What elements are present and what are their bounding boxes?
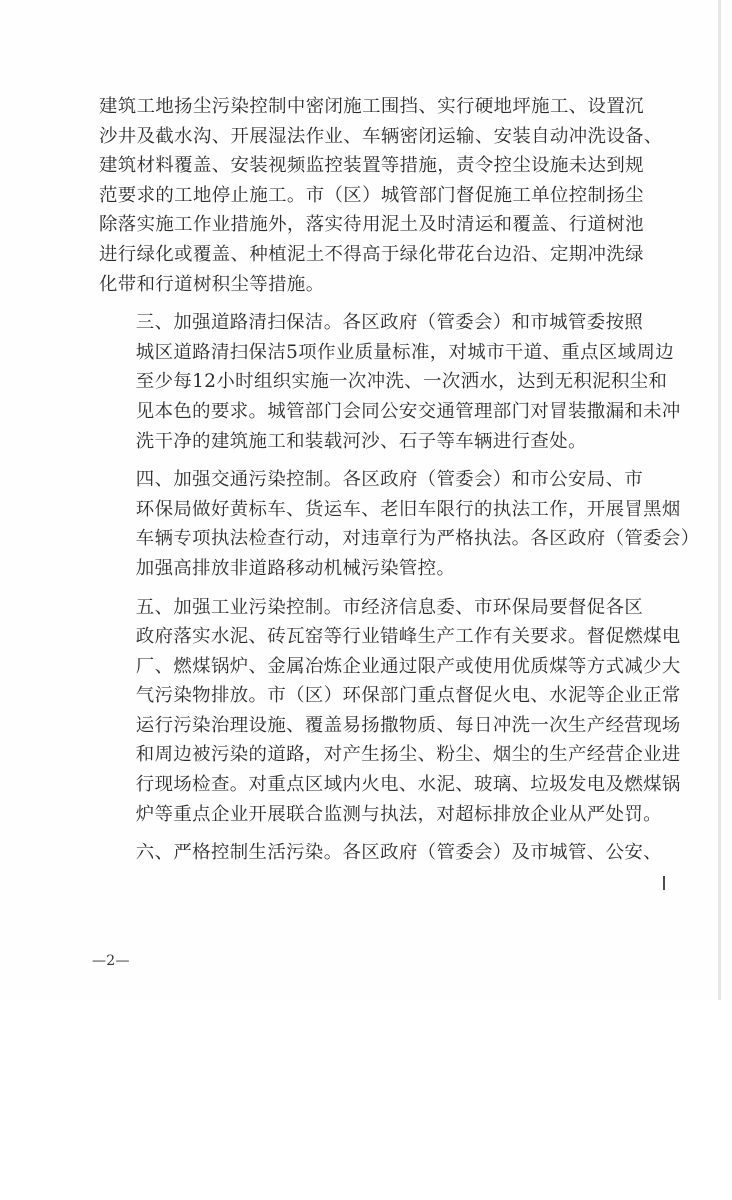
text-line: 城区道路清扫保洁5项作业质量标准，对城市干道、重点区域周边 — [135, 341, 675, 363]
text-line: 加强高排放非道路移动机械污染管控。 — [135, 557, 456, 579]
text-line: 洗干净的建筑施工和装载河沙、石子等车辆进行查处。 — [135, 430, 587, 452]
paragraph-industrial-pollution — [99, 593, 681, 830]
text-line: 沙井及截水沟、开展湿法作业、车辆密闭运输、安装自动冲洗设备、 — [99, 125, 663, 147]
text-line: 环保局做好黄标车、货运车、老旧车限行的执法工作，开展冒黑烟 — [135, 498, 681, 520]
paragraph-domestic-pollution — [99, 838, 665, 868]
page-number: —2— — [92, 953, 130, 969]
text-line: 见本色的要求。城管部门会同公安交通管理部门对冒装撒漏和未冲 — [135, 400, 681, 422]
text-line: 进行绿化或覆盖、种植泥土不得高于绿化带花台边沿、定期冲洗绿 — [99, 243, 644, 265]
text-line: 四、加强交通污染控制。各区政府（管委会）和市公安局、市 — [135, 469, 644, 491]
text-line: 炉等重点企业开展联合监测与执法，对超标排放企业从严处罚。 — [135, 803, 662, 825]
text-line: 车辆专项执法检查行动，对违章行为严格执法。各区政府（管委会） — [135, 528, 700, 550]
scan-mark — [663, 876, 665, 890]
page-edge-shadow — [718, 0, 721, 1000]
text-line: 行现场检查。对重点区域内火电、水泥、玻璃、垃圾发电及燃煤锅 — [135, 774, 681, 796]
text-line: 化带和行道树积尘等措施。 — [99, 273, 325, 295]
paragraph-road-cleaning — [99, 308, 681, 456]
text-line: 和周边被污染的道路，对产生扬尘、粉尘、烟尘的生产经营企业进 — [135, 744, 681, 766]
text-line: 政府落实水泥、砖瓦窑等行业错峰生产工作有关要求。督促燃煤电 — [135, 626, 681, 648]
paragraph-construction-dust-control — [99, 92, 665, 299]
text-line: 建筑材料覆盖、安装视频监控装置等措施，责令控尘设施未达到规 — [99, 155, 644, 177]
text-line: 建筑工地扬尘污染控制中密闭施工围挡、实行硬地坪施工、设置沉 — [99, 96, 644, 117]
paragraph-traffic-pollution — [99, 465, 700, 583]
text-line: 气污染物排放。市（区）环保部门重点督促火电、水泥等企业正常 — [135, 685, 681, 707]
text-line: 五、加强工业污染控制。市经济信息委、市环保局要督促各区 — [135, 596, 644, 618]
text-line: 厂、燃煤锅炉、金属冶炼企业通过限产或使用优质煤等方式减少大 — [135, 655, 681, 677]
text-line: 至少每12小时组织实施一次冲洗、一次洒水，达到无积泥积尘和 — [135, 371, 668, 393]
text-line: 六、严格控制生活污染。各区政府（管委会）及市城管、公安、 — [135, 842, 662, 864]
text-line: 除落实施工作业措施外，落实待用泥土及时清运和覆盖、行道树池 — [99, 214, 644, 236]
text-line: 范要求的工地停止施工。市（区）城管部门督促施工单位控制扬尘 — [99, 184, 644, 206]
text-line: 三、加强道路清扫保洁。各区政府（管委会）和市城管委按照 — [135, 312, 644, 334]
document-body — [99, 92, 700, 868]
text-line: 运行污染治理设施、覆盖易扬撒物质、每日冲洗一次生产经营现场 — [135, 714, 681, 736]
